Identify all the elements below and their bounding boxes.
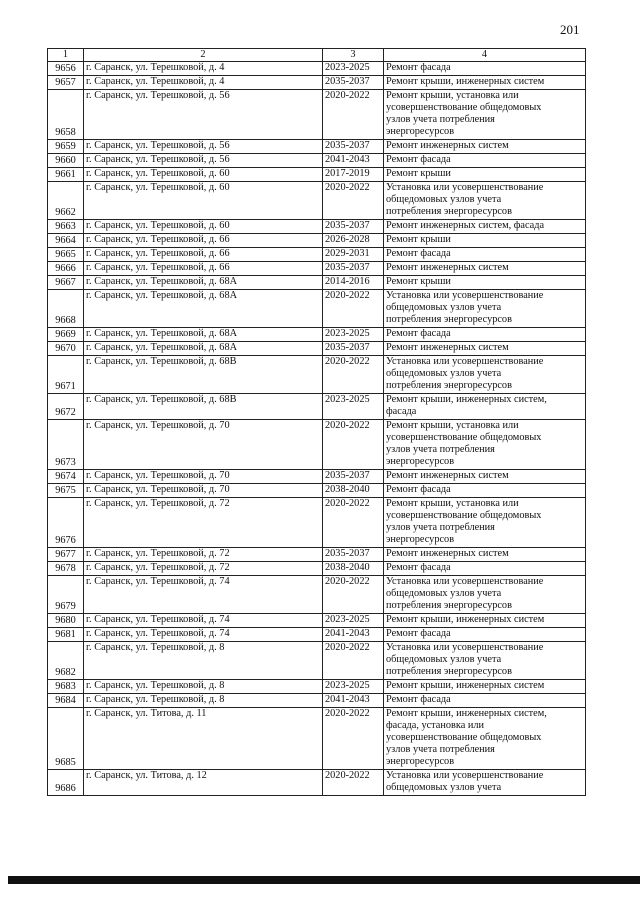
period-cell: 2023-2025 [323,394,384,420]
address-cell: г. Саранск, ул. Терешковой, д. 68А [84,276,323,290]
work-type-cell: Ремонт крыши, установка или усовершенствование общедомовых узлов учета потребления энергоресурсов [384,420,586,470]
table-row [48,356,586,394]
table-row [48,498,586,548]
row-number: 9684 [48,694,84,708]
address-cell: г. Саранск, ул. Терешковой, д. 8 [84,642,323,680]
period-cell: 2020-2022 [323,708,384,770]
period-cell: 2017-2019 [323,168,384,182]
row-number: 9664 [48,234,84,248]
period-cell: 2020-2022 [323,498,384,548]
period-cell: 2020-2022 [323,770,384,796]
table-row [48,576,586,614]
period-cell: 2038-2040 [323,484,384,498]
address-cell: г. Саранск, ул. Терешковой, д. 60 [84,220,323,234]
table-row [48,614,586,628]
row-number: 9673 [48,420,84,470]
table-row [48,484,586,498]
work-type-cell: Ремонт крыши, установка или усовершенствование общедомовых узлов учета потребления энергоресурсов [384,90,586,140]
table-row [48,76,586,90]
row-number: 9678 [48,562,84,576]
period-cell: 2014-2016 [323,276,384,290]
work-type-cell: Ремонт фасада [384,154,586,168]
row-number: 9667 [48,276,84,290]
period-cell: 2020-2022 [323,182,384,220]
period-cell: 2041-2043 [323,154,384,168]
row-number: 9672 [48,394,84,420]
table-row [48,694,586,708]
period-cell: 2041-2043 [323,694,384,708]
address-cell: г. Саранск, ул. Терешковой, д. 68В [84,356,323,394]
address-cell: г. Саранск, ул. Терешковой, д. 68В [84,394,323,420]
row-number: 9674 [48,470,84,484]
address-cell: г. Саранск, ул. Терешковой, д. 72 [84,498,323,548]
address-cell: г. Саранск, ул. Терешковой, д. 68А [84,342,323,356]
work-type-cell: Установка или усовершенствование общедомовых узлов учета потребления энергоресурсов [384,642,586,680]
period-cell: 2029-2031 [323,248,384,262]
period-cell: 2035-2037 [323,262,384,276]
row-number: 9680 [48,614,84,628]
work-type-cell: Ремонт крыши [384,276,586,290]
address-cell: г. Саранск, ул. Терешковой, д. 56 [84,154,323,168]
address-cell: г. Саранск, ул. Титова, д. 12 [84,770,323,796]
row-number: 9656 [48,62,84,76]
table-row [48,168,586,182]
table-row [48,262,586,276]
work-type-cell: Ремонт крыши, инженерных систем [384,680,586,694]
row-number: 9671 [48,356,84,394]
scan-edge-bar [8,876,640,884]
row-number: 9682 [48,642,84,680]
row-number: 9665 [48,248,84,262]
work-type-cell: Ремонт крыши, инженерных систем [384,614,586,628]
address-cell: г. Саранск, ул. Терешковой, д. 4 [84,62,323,76]
address-cell: г. Саранск, ул. Терешковой, д. 56 [84,140,323,154]
address-cell: г. Саранск, ул. Терешковой, д. 60 [84,168,323,182]
address-cell: г. Саранск, ул. Терешковой, д. 70 [84,470,323,484]
period-cell: 2020-2022 [323,90,384,140]
table-row [48,628,586,642]
address-cell: г. Саранск, ул. Терешковой, д. 72 [84,562,323,576]
work-type-cell: Установка или усовершенствование общедомовых узлов учета [384,770,586,796]
column-header-3: 3 [323,49,384,62]
table-row [48,420,586,470]
period-cell: 2020-2022 [323,576,384,614]
work-type-cell: Ремонт фасада [384,328,586,342]
address-cell: г. Саранск, ул. Терешковой, д. 72 [84,548,323,562]
period-cell: 2023-2025 [323,614,384,628]
work-type-cell: Ремонт фасада [384,562,586,576]
work-type-cell: Ремонт инженерных систем [384,140,586,154]
address-cell: г. Саранск, ул. Титова, д. 11 [84,708,323,770]
work-type-cell: Установка или усовершенствование общедомовых узлов учета потребления энергоресурсов [384,182,586,220]
work-type-cell: Ремонт инженерных систем [384,262,586,276]
period-cell: 2035-2037 [323,220,384,234]
work-type-cell: Ремонт фасада [384,62,586,76]
column-number-row [48,49,586,62]
address-cell: г. Саранск, ул. Терешковой, д. 70 [84,420,323,470]
work-type-cell: Ремонт крыши, инженерных систем, фасада, установка или усовершенствование общедомовых узлов учета потребления энергоресурсов [384,708,586,770]
work-type-cell: Ремонт фасада [384,248,586,262]
address-cell: г. Саранск, ул. Терешковой, д. 60 [84,182,323,220]
page-number: 201 [560,22,580,37]
period-cell: 2035-2037 [323,140,384,154]
table-row [48,182,586,220]
work-type-cell: Ремонт крыши, установка или усовершенствование общедомовых узлов учета потребления энергоресурсов [384,498,586,548]
row-number: 9681 [48,628,84,642]
row-number: 9675 [48,484,84,498]
period-cell: 2035-2037 [323,548,384,562]
work-type-cell: Ремонт фасада [384,694,586,708]
address-cell: г. Саранск, ул. Терешковой, д. 56 [84,90,323,140]
address-cell: г. Саранск, ул. Терешковой, д. 68А [84,328,323,342]
table-row [48,276,586,290]
row-number: 9685 [48,708,84,770]
repair-schedule-table-wrap [47,48,585,796]
address-cell: г. Саранск, ул. Терешковой, д. 4 [84,76,323,90]
row-number: 9676 [48,498,84,548]
work-type-cell: Ремонт крыши, инженерных систем, фасада [384,394,586,420]
period-cell: 2026-2028 [323,234,384,248]
table-row [48,770,586,796]
work-type-cell: Ремонт крыши, инженерных систем [384,76,586,90]
table-row [48,328,586,342]
row-number: 9677 [48,548,84,562]
table-row [48,342,586,356]
table-row [48,220,586,234]
row-number: 9668 [48,290,84,328]
row-number: 9662 [48,182,84,220]
address-cell: г. Саранск, ул. Терешковой, д. 8 [84,694,323,708]
period-cell: 2035-2037 [323,470,384,484]
work-type-cell: Установка или усовершенствование общедомовых узлов учета потребления энергоресурсов [384,290,586,328]
row-number: 9679 [48,576,84,614]
table-row [48,470,586,484]
work-type-cell: Ремонт фасада [384,484,586,498]
work-type-cell: Ремонт инженерных систем, фасада [384,220,586,234]
work-type-cell: Ремонт крыши [384,234,586,248]
row-number: 9666 [48,262,84,276]
repair-schedule-table [47,48,586,796]
work-type-cell: Ремонт крыши [384,168,586,182]
period-cell: 2020-2022 [323,356,384,394]
work-type-cell: Установка или усовершенствование общедомовых узлов учета потребления энергоресурсов [384,356,586,394]
period-cell: 2023-2025 [323,680,384,694]
address-cell: г. Саранск, ул. Терешковой, д. 8 [84,680,323,694]
table-row [48,154,586,168]
table-row [48,140,586,154]
table-row [48,248,586,262]
address-cell: г. Саранск, ул. Терешковой, д. 66 [84,262,323,276]
period-cell: 2035-2037 [323,76,384,90]
address-cell: г. Саранск, ул. Терешковой, д. 74 [84,614,323,628]
row-number: 9683 [48,680,84,694]
table-row [48,642,586,680]
table-row [48,90,586,140]
period-cell: 2020-2022 [323,642,384,680]
address-cell: г. Саранск, ул. Терешковой, д. 66 [84,234,323,248]
work-type-cell: Ремонт инженерных систем [384,342,586,356]
row-number: 9659 [48,140,84,154]
column-header-1: 1 [48,49,84,62]
period-cell: 2041-2043 [323,628,384,642]
address-cell: г. Саранск, ул. Терешковой, д. 74 [84,576,323,614]
address-cell: г. Саранск, ул. Терешковой, д. 66 [84,248,323,262]
work-type-cell: Ремонт инженерных систем [384,470,586,484]
address-cell: г. Саранск, ул. Терешковой, д. 70 [84,484,323,498]
row-number: 9663 [48,220,84,234]
period-cell: 2038-2040 [323,562,384,576]
table-row [48,290,586,328]
column-header-2: 2 [84,49,323,62]
address-cell: г. Саранск, ул. Терешковой, д. 68А [84,290,323,328]
column-header-4: 4 [384,49,586,62]
period-cell: 2020-2022 [323,420,384,470]
period-cell: 2023-2025 [323,62,384,76]
table-row [48,394,586,420]
table-row [48,680,586,694]
table-row [48,548,586,562]
row-number: 9658 [48,90,84,140]
row-number: 9686 [48,770,84,796]
work-type-cell: Ремонт инженерных систем [384,548,586,562]
table-row [48,234,586,248]
row-number: 9657 [48,76,84,90]
period-cell: 2035-2037 [323,342,384,356]
table-row [48,708,586,770]
table-row [48,562,586,576]
work-type-cell: Ремонт фасада [384,628,586,642]
table-row [48,62,586,76]
row-number: 9669 [48,328,84,342]
row-number: 9670 [48,342,84,356]
period-cell: 2020-2022 [323,290,384,328]
row-number: 9661 [48,168,84,182]
period-cell: 2023-2025 [323,328,384,342]
work-type-cell: Установка или усовершенствование общедомовых узлов учета потребления энергоресурсов [384,576,586,614]
row-number: 9660 [48,154,84,168]
address-cell: г. Саранск, ул. Терешковой, д. 74 [84,628,323,642]
